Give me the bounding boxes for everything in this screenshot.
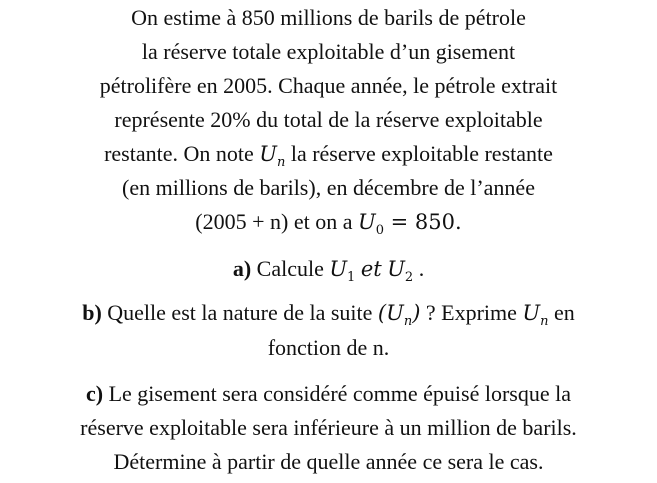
intro-text: restante. On note — [104, 141, 254, 166]
math-et: et — [360, 257, 382, 281]
intro-text: (2005 + n) et on a — [195, 209, 353, 234]
question-c-text: Le gisement sera considéré comme épuisé lorsque la — [108, 381, 572, 406]
intro-line-2: la réserve totale exploitable d’un gisement — [141, 39, 516, 64]
question-a — [0, 254, 657, 293]
question-c-line-3: Détermine à partir de quelle année ce sera le cas. — [113, 449, 544, 474]
math-U-n: $U_n$ — [259, 142, 286, 170]
intro-line-4: représente 20% du total de la réserve exploitable — [114, 107, 543, 132]
math-U-1: $U_1$ — [329, 257, 356, 285]
question-b-line-2: fonction de n. — [267, 335, 390, 360]
intro-line-7 — [0, 207, 657, 246]
math-equals-850: = 850. — [383, 210, 462, 234]
question-b-label: b) — [82, 300, 102, 325]
question-a-text: Calcule — [256, 256, 324, 281]
question-b-text-2: ? Exprime — [425, 300, 517, 325]
intro-line-6: (en millions de barils), en décembre de l’année — [122, 175, 535, 200]
math-U-n-2: $U_n$ — [522, 301, 549, 329]
intro-text: la réserve exploitable restante — [290, 141, 553, 166]
question-a-end: . — [418, 256, 425, 281]
question-c-line-2: réserve exploitable sera inférieure à un million de barils. — [80, 415, 577, 440]
math-suite-U-n: $(U_n)$ — [377, 301, 421, 329]
intro-line-3: pétrolifère en 2005. Chaque année, le pétrole extrait — [99, 73, 558, 98]
math-U-2: $U_2$ — [387, 257, 414, 285]
question-a-label: a) — [232, 256, 252, 281]
question-b-line-1 — [0, 298, 657, 337]
question-b-text-1: Quelle est la nature de la suite — [107, 300, 373, 325]
intro-line-1: On estime à 850 millions de barils de pétrole — [131, 5, 526, 30]
question-c-line-1 — [0, 379, 657, 409]
math-U-0: $U_0$ — [358, 210, 384, 238]
question-b-text-3: en — [554, 300, 575, 325]
question-c-label: c) — [85, 381, 104, 406]
